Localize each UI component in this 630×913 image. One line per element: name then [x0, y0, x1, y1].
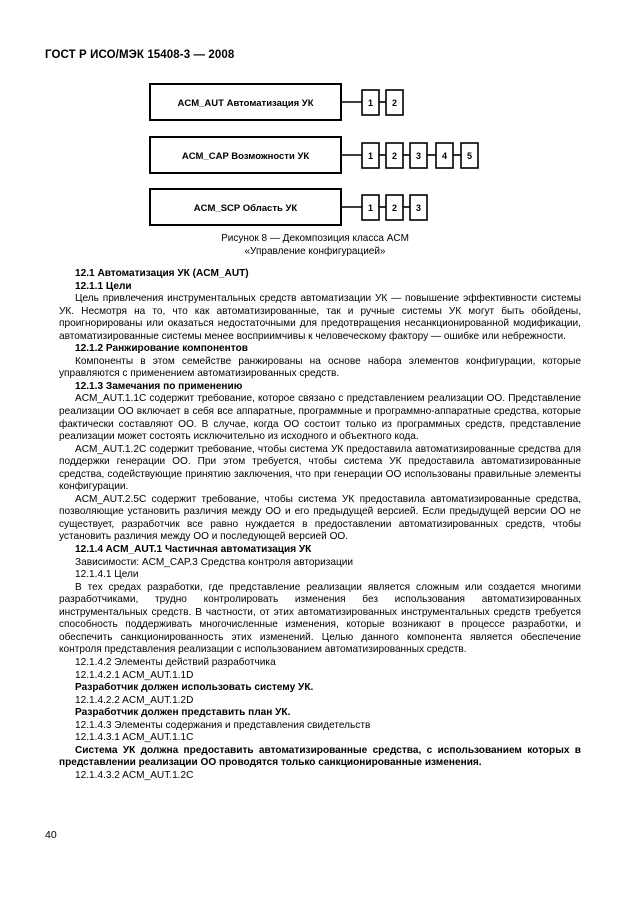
- component-box: 2: [391, 98, 398, 108]
- subsection-heading: 12.1.1 Цели: [75, 280, 132, 292]
- family-label-acm-aut: ACM_AUT Автоматизация УК: [177, 98, 314, 109]
- element-text: Система УК должна предоставить автоматизированные средства, с использованием которых в представлении реализации ОО проводятся только санкционированные изменения.: [59, 744, 581, 769]
- subsection-heading: 12.1.4.2 Элементы действий разработчика: [75, 656, 276, 668]
- component-box: 3: [415, 203, 422, 213]
- caption-line: Рисунок 8 — Декомпозиция класса ACM: [221, 233, 409, 244]
- section-heading: 12.1 Автоматизация УК (ACM_AUT): [75, 268, 249, 279]
- element-id: 12.1.4.3.2 ACM_AUT.1.2C: [75, 769, 194, 781]
- diagram-row-acm-scp: [150, 189, 427, 225]
- element-id: 12.1.4.2.1 ACM_AUT.1.1D: [75, 669, 194, 681]
- paragraph: ACM_AUT.1.1C содержит требование, которое связано с представлением реализации ОО. Представление реализации ОО включает в себя все аппаратные, программные и программно-аппаратные средства, которые фактически составляют ОО. В случае, когда ОО состоит только из программных средств, представление реализации может состоять исключительно из исходного и объектного кода.: [59, 393, 581, 443]
- paragraph: Компоненты в этом семействе ранжированы на основе набора элементов конфигурации, которые управляются с применением автоматизированных средств.: [59, 355, 581, 380]
- component-box: 1: [367, 98, 374, 108]
- dependencies: Зависимости: ACM_CAP.3 Средства контроля авторизации: [75, 556, 354, 568]
- document-body: [59, 268, 581, 782]
- subsection-heading: 12.1.3 Замечания по применению: [75, 380, 243, 392]
- component-box: 5: [466, 151, 473, 161]
- subsection-heading: 12.1.4 ACM_AUT.1 Частичная автоматизация УК: [75, 544, 312, 556]
- component-box: 2: [391, 151, 398, 161]
- subsection-heading: 12.1.4.1 Цели: [75, 569, 139, 581]
- paragraph: Цель привлечения инструментальных средств автоматизации УК — повышение эффективности системы УК. Несмотря на то, что как автоматизированные, так и ручные системы УК могут быть обойдены, проигнорированы или оказаться недостаточными для предотвращения несанкционированной модификации, автоматизированные системы менее восприимчивы к человеческому фактору — ошибке или небрежности.: [59, 293, 581, 342]
- element-id: 12.1.4.3.1 ACM_AUT.1.1C: [75, 732, 194, 744]
- component-box: 2: [391, 203, 398, 213]
- element-text: Разработчик должен использовать систему УК.: [75, 682, 314, 694]
- decomposition-diagram: [0, 0, 630, 232]
- element-id: 12.1.4.2.2 ACM_AUT.1.2D: [75, 694, 194, 706]
- page-number: 40: [45, 829, 57, 841]
- element-text: Разработчик должен представить план УК.: [75, 707, 291, 719]
- document-header: ГОСТ Р ИСО/МЭК 15408-3 — 2008: [45, 49, 235, 61]
- paragraph: В тех средах разработки, где представление реализации является сложным или создается многими разработчиками, трудно контролировать изменения без использования автоматизированных инструментальных средств. В частности, от этих автоматизированных инструментальных средств требуется способность поддерживать многочисленные изменения, которые возникают в процессе разработки, и обеспечить санкционированность этих изменений. Целью данного компонента является обеспечение контроля представления реализации с использованием автоматизированных средств.: [59, 581, 581, 656]
- component-box: 3: [415, 151, 422, 161]
- paragraph: ACM_AUT.1.2C содержит требование, чтобы система УК предоставила автоматизированные средства для поддержки генерации ОО. При этом требуется, чтобы система УК предоставила автоматизированные средства, содействующие принятию заключения, что при генерации ОО использованы правильные элементы конфигурации.: [59, 443, 581, 493]
- family-label-acm-scp: ACM_SCP Область УК: [193, 203, 298, 214]
- family-label-acm-cap: ACM_CAP Возможности УК: [181, 151, 310, 162]
- component-box: 4: [441, 151, 448, 161]
- subsection-heading: 12.1.2 Ранжирование компонентов: [75, 343, 248, 355]
- diagram-row-acm-cap: [150, 137, 478, 173]
- diagram-row-acm-aut: [150, 84, 403, 120]
- caption-line: «Управление конфигурацией»: [244, 245, 386, 257]
- component-box: 1: [367, 203, 374, 213]
- subsection-heading: 12.1.4.3 Элементы содержания и представления свидетельств: [75, 719, 371, 731]
- component-box: 1: [367, 151, 374, 161]
- paragraph: ACM_AUT.2.5C содержит требование, чтобы система УК предоставила автоматизированные средства, позволяющие установить различия между ОО и его предыдущей версией. Если предыдущей версии ОО не существует, разработчик все равно нуждается в предоставлении автоматизированных средств, чтобы установить различия между ОО и последующей версией ОО.: [59, 493, 581, 543]
- figure-caption: [0, 233, 630, 258]
